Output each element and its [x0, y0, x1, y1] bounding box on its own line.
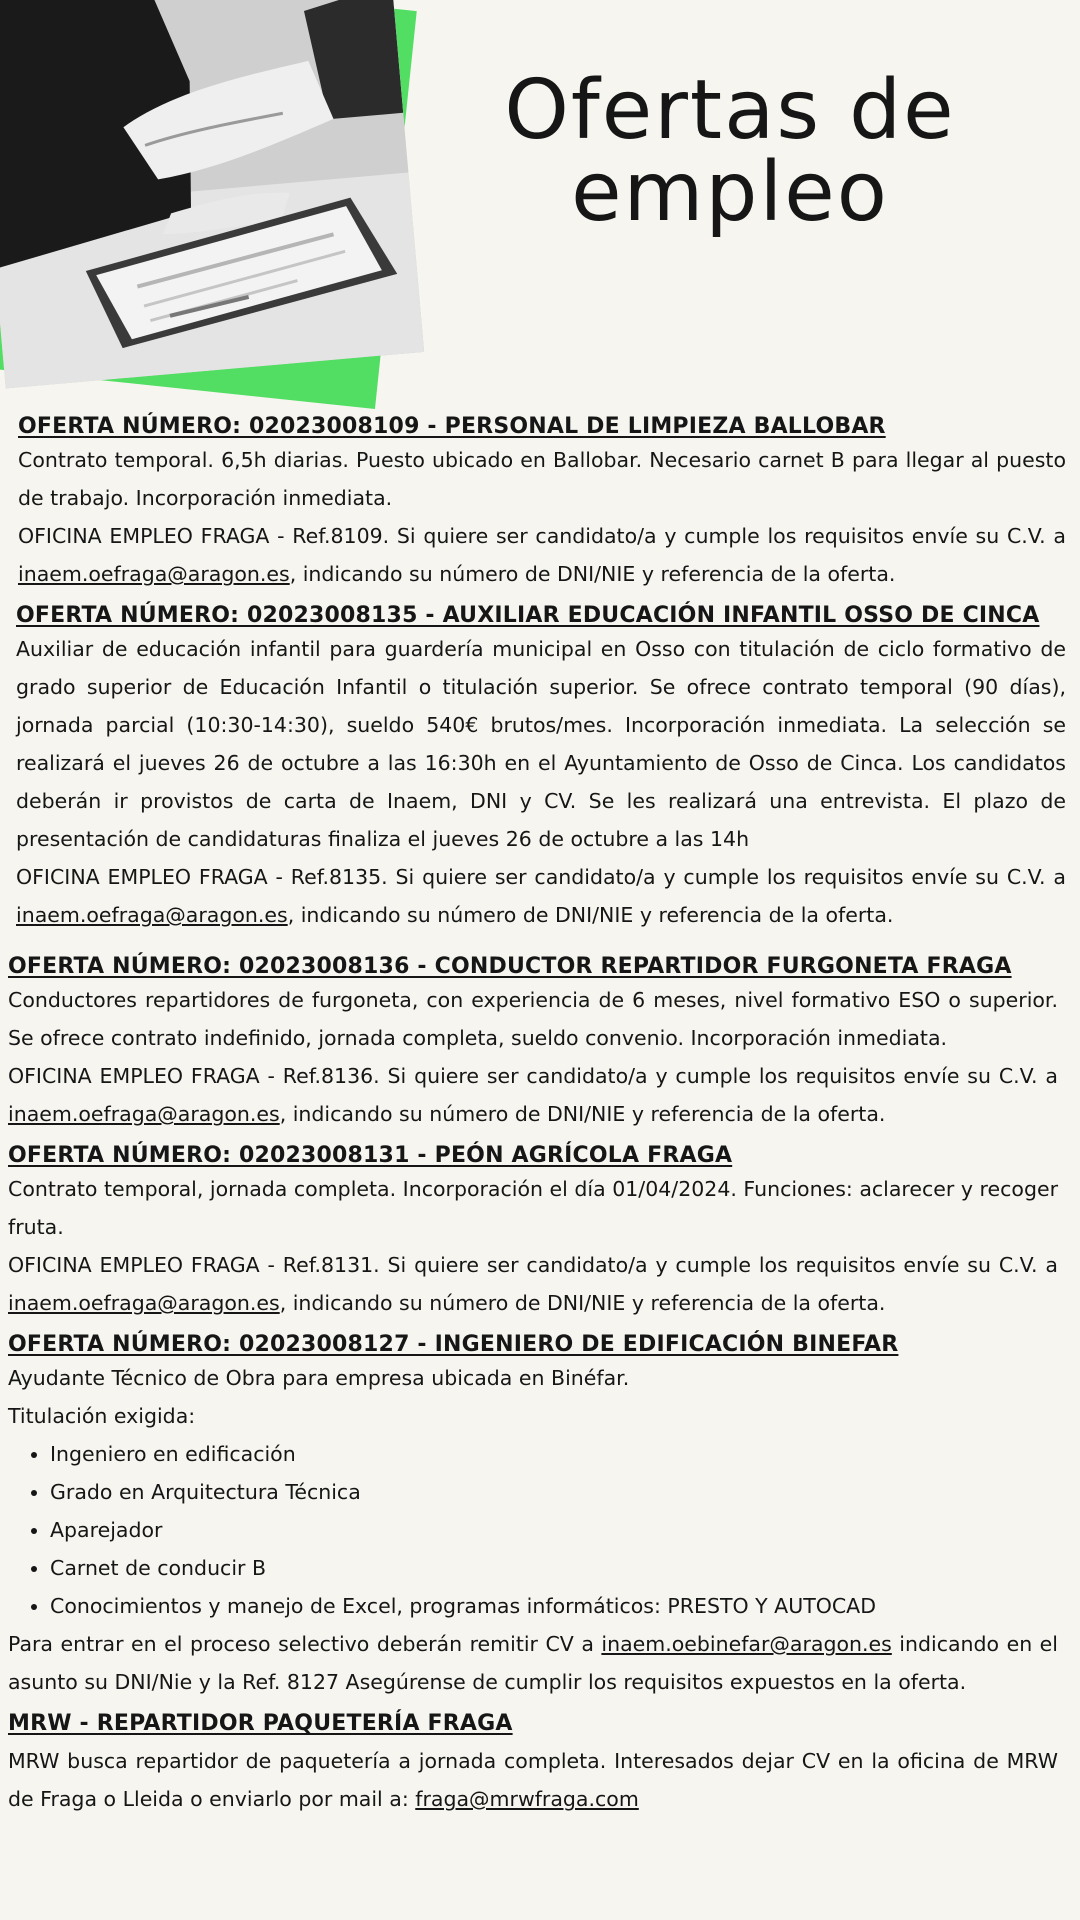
email-link[interactable]: inaem.oefraga@aragon.es [16, 903, 288, 927]
contact-text: OFICINA EMPLEO FRAGA - Ref.8135. Si quiere ser candidato/a y cumple los requisitos envíe su C.V. a [16, 865, 1066, 889]
contact-text: indicando en el asunto su DNI/Nie y la Ref. 8127 Asegúrense de cumplir los requisitos expuestos en la oferta. [8, 1632, 1058, 1694]
list-item: • Carnet de conducir B [50, 1549, 1058, 1587]
offer-contact [16, 858, 1066, 934]
offer-title: MRW - REPARTIDOR PAQUETERÍA FRAGA [8, 1711, 513, 1736]
contact-text: OFICINA EMPLEO FRAGA - Ref.8109. Si quiere ser candidato/a y cumple los requisitos envíe su C.V. a [18, 524, 1066, 548]
contact-text: , indicando su número de DNI/NIE y referencia de la oferta. [279, 1102, 886, 1126]
list-item: • Grado en Arquitectura Técnica [50, 1473, 1058, 1511]
offer-8131 [0, 1141, 1080, 1322]
contact-text: MRW busca repartidor de paquetería a jornada completa. Interesados dejar CV en la oficina de MRW de Fraga o Lleida o enviarlo por mail a: [8, 1749, 1058, 1811]
handshake-image [0, 0, 424, 388]
offer-title: OFERTA NÚMERO: 02023008127 - INGENIERO DE EDIFICACIÓN BINEFAR [8, 1332, 899, 1357]
email-link[interactable]: inaem.oefraga@aragon.es [8, 1291, 280, 1315]
offer-8136 [0, 952, 1080, 1133]
email-link[interactable]: inaem.oefraga@aragon.es [18, 562, 290, 586]
offer-8135 [0, 601, 1080, 934]
title-line-2: empleo [571, 145, 889, 240]
offers-list [0, 412, 1080, 1826]
contact-text: OFICINA EMPLEO FRAGA - Ref.8136. Si quiere ser candidato/a y cumple los requisitos envíe su C.V. a [8, 1064, 1058, 1088]
offer-contact [8, 1742, 1058, 1818]
offer-description: Auxiliar de educación infantil para guardería municipal en Osso con titulación de ciclo formativo de grado superior de Educación Infantil o titulación superior. Se ofrece contrato temporal (90 días), jornada parcial (10:30-14:30), sueldo 540€ brutos/mes. Incorporación inmediata. La selección se realizará el jueves 26 de octubre a las 16:30h en el Ayuntamiento de Osso de Cinca. Los candidatos deberán ir provistos de carta de Inaem, DNI y CV. Se les realizará una entrevista. El plazo de presentación de candidaturas finaliza el jueves 26 de octubre a las 14h [16, 637, 1066, 851]
offer-8109 [0, 412, 1080, 593]
requirements-list [8, 1435, 1058, 1625]
header [0, 0, 1080, 412]
contact-text: , indicando su número de DNI/NIE y referencia de la oferta. [287, 903, 894, 927]
offer-contact [8, 1057, 1058, 1133]
offer-contact [8, 1625, 1058, 1701]
title-line-1: Ofertas de [504, 63, 956, 158]
requirements-label: Titulación exigida: [8, 1404, 196, 1428]
page-title [470, 63, 990, 240]
offer-title: OFERTA NÚMERO: 02023008135 - AUXILIAR EDUCACIÓN INFANTIL OSSO DE CINCA [16, 603, 1040, 628]
contact-text: , indicando su número de DNI/NIE y referencia de la oferta. [279, 1291, 886, 1315]
offer-description: Ayudante Técnico de Obra para empresa ubicada en Binéfar. [8, 1366, 630, 1390]
contact-text: Para entrar en el proceso selectivo deberán remitir CV a [8, 1632, 602, 1656]
list-item: • Conocimientos y manejo de Excel, programas informáticos: PRESTO Y AUTOCAD [50, 1587, 1058, 1625]
offer-mrw [0, 1709, 1080, 1818]
list-item: • Aparejador [50, 1511, 1058, 1549]
email-link[interactable]: inaem.oebinefar@aragon.es [601, 1632, 892, 1656]
email-link[interactable]: fraga@mrwfraga.com [415, 1787, 639, 1811]
offer-title: OFERTA NÚMERO: 02023008109 - PERSONAL DE LIMPIEZA BALLOBAR [18, 414, 886, 439]
offer-description: Contrato temporal, jornada completa. Incorporación el día 01/04/2024. Funciones: aclarecer y recoger fruta. [8, 1177, 1058, 1239]
contact-text: , indicando su número de DNI/NIE y referencia de la oferta. [289, 562, 896, 586]
offer-description: Conductores repartidores de furgoneta, con experiencia de 6 meses, nivel formativo ESO o superior. Se ofrece contrato indefinido, jornada completa, sueldo convenio. Incorporación inmediata. [8, 988, 1058, 1050]
contact-text: OFICINA EMPLEO FRAGA - Ref.8131. Si quiere ser candidato/a y cumple los requisitos envíe su C.V. a [8, 1253, 1058, 1277]
list-item: • Ingeniero en edificación [50, 1435, 1058, 1473]
email-link[interactable]: inaem.oefraga@aragon.es [8, 1102, 280, 1126]
offer-description: Contrato temporal. 6,5h diarias. Puesto ubicado en Ballobar. Necesario carnet B para llegar al puesto de trabajo. Incorporación inmediata. [18, 448, 1066, 510]
offer-title: OFERTA NÚMERO: 02023008136 - CONDUCTOR REPARTIDOR FURGONETA FRAGA [8, 954, 1012, 979]
handshake-photo [0, 0, 440, 420]
offer-title: OFERTA NÚMERO: 02023008131 - PEÓN AGRÍCOLA FRAGA [8, 1143, 733, 1168]
offer-contact [18, 517, 1066, 593]
offer-contact [8, 1246, 1058, 1322]
offer-8127 [0, 1330, 1080, 1701]
